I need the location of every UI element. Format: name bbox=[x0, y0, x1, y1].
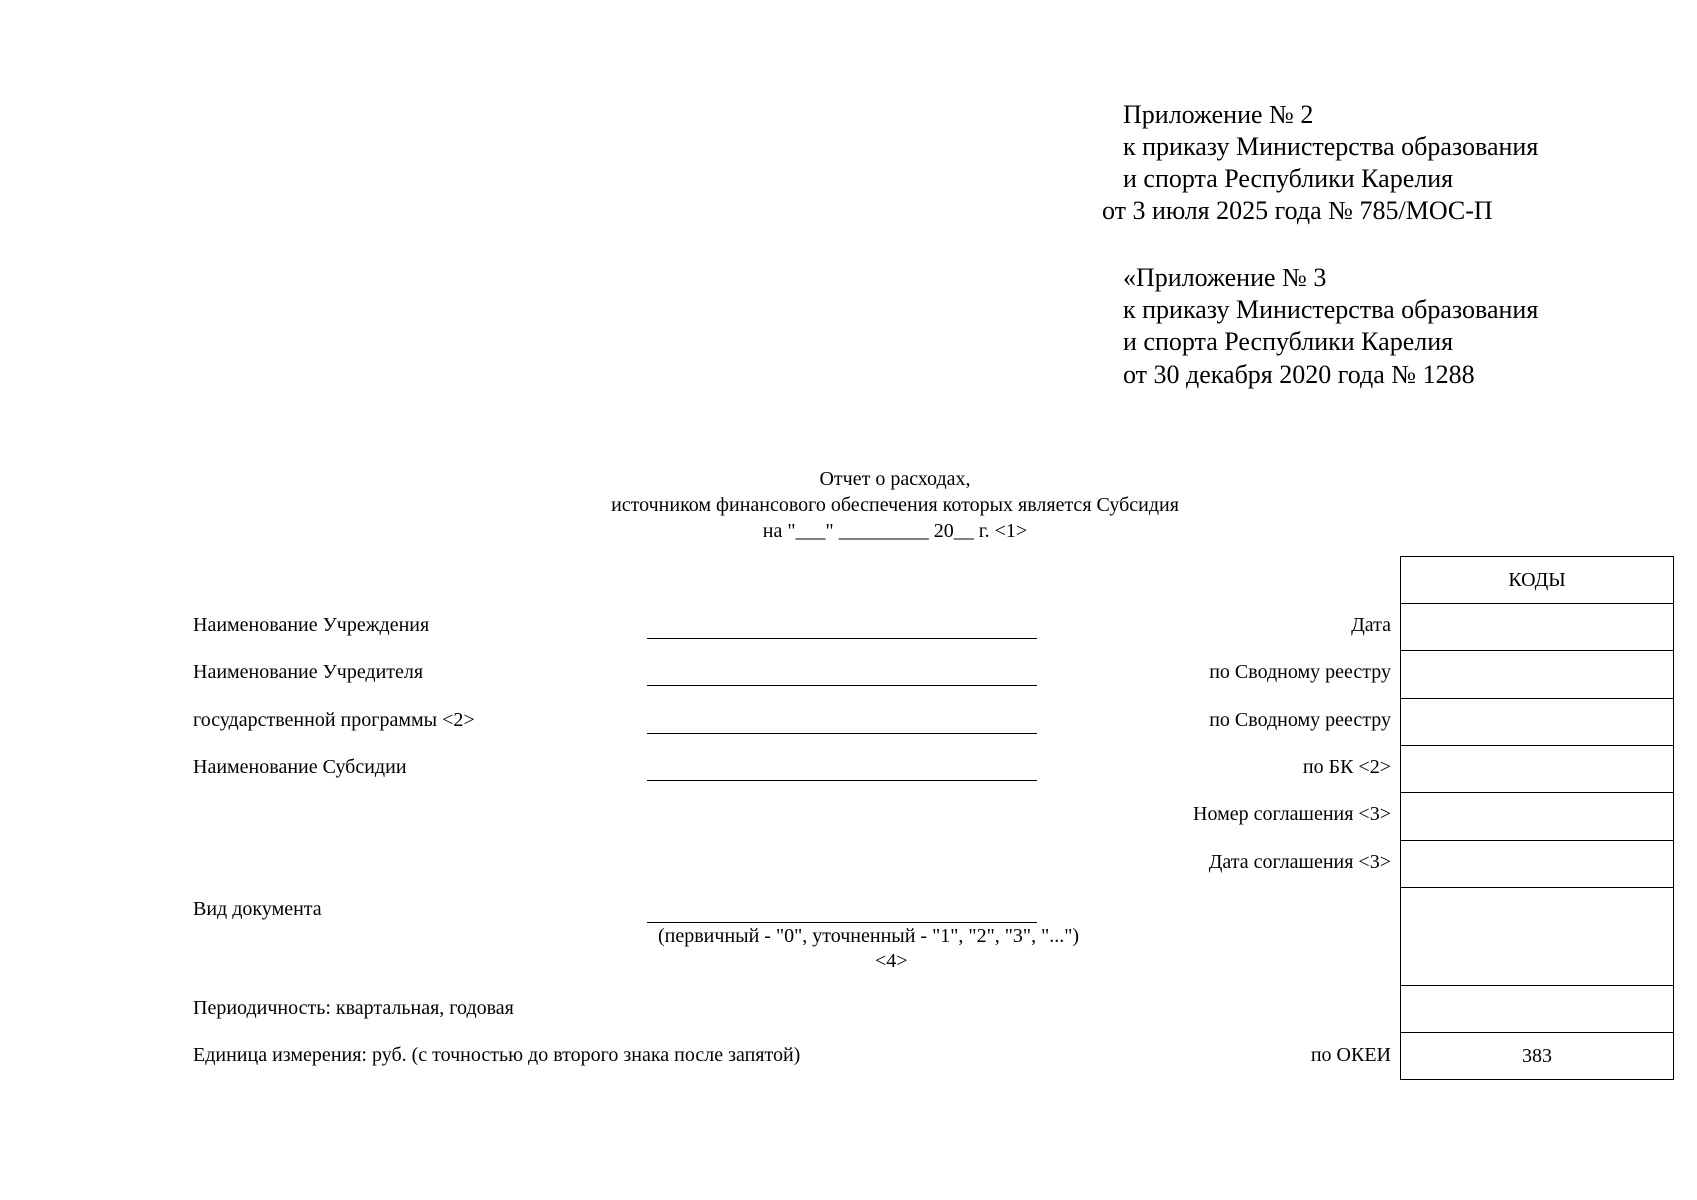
code-cell-date[interactable] bbox=[1401, 604, 1674, 651]
appendix-header-line1: Приложение № 2 bbox=[1123, 100, 1314, 129]
founder-label: Наименование Учредителя bbox=[193, 661, 424, 683]
institution-label: Наименование Учреждения bbox=[193, 614, 430, 636]
code-label-registry-2: по Сводному реестру bbox=[1209, 709, 1391, 731]
subsidy-label: Наименование Субсидии bbox=[193, 756, 407, 778]
codes-table bbox=[1400, 556, 1674, 1080]
code-cell-bk[interactable] bbox=[1401, 746, 1674, 793]
unit-label: Единица измерения: руб. (с точностью до второго знака после запятой) bbox=[193, 1044, 801, 1066]
doc-type-note: <4> bbox=[875, 950, 908, 972]
code-cell-okei[interactable]: 383 bbox=[1401, 1033, 1674, 1080]
previous-appendix-line2: к приказу Министерства образования bbox=[1123, 295, 1539, 324]
code-cell-agreement-number[interactable] bbox=[1401, 793, 1674, 841]
periodicity-label: Периодичность: квартальная, годовая bbox=[193, 997, 514, 1019]
code-cell-doc-type[interactable] bbox=[1401, 888, 1674, 986]
code-label-agreement-number: Номер соглашения <3> bbox=[1193, 803, 1391, 825]
codes-header: КОДЫ bbox=[1401, 557, 1674, 604]
code-cell-agreement-date[interactable] bbox=[1401, 841, 1674, 888]
code-label-date: Дата bbox=[1351, 614, 1391, 636]
report-title-line2: источником финансового обеспечения которых является Субсидия bbox=[611, 494, 1179, 516]
program-field-line[interactable] bbox=[647, 733, 1037, 734]
code-label-okei: по ОКЕИ bbox=[1310, 1044, 1391, 1066]
doc-type-label: Вид документа bbox=[193, 898, 322, 920]
code-cell-registry-2[interactable] bbox=[1401, 699, 1674, 746]
code-label-bk: по БК <2> bbox=[1302, 756, 1391, 778]
doc-type-field-line[interactable] bbox=[647, 922, 1037, 923]
appendix-header-line3: и спорта Республики Карелия bbox=[1123, 164, 1454, 193]
program-label: государственной программы <2> bbox=[193, 709, 475, 731]
report-title-line1: Отчет о расходах, bbox=[819, 468, 971, 490]
appendix-header-line4: от 3 июля 2025 года № 785/МОС-П bbox=[1102, 196, 1493, 225]
founder-field-line[interactable] bbox=[647, 685, 1037, 686]
institution-field-line[interactable] bbox=[647, 638, 1037, 639]
appendix-header-line2: к приказу Министерства образования bbox=[1123, 132, 1539, 161]
code-cell-registry-1[interactable] bbox=[1401, 651, 1674, 699]
previous-appendix-line3: и спорта Республики Карелия bbox=[1123, 327, 1454, 356]
previous-appendix-line4: от 30 декабря 2020 года № 1288 bbox=[1123, 360, 1475, 389]
code-label-registry-1: по Сводному реестру bbox=[1209, 661, 1391, 683]
subsidy-field-line[interactable] bbox=[647, 780, 1037, 781]
report-title-line3: на "___" _________ 20__ г. <1> bbox=[762, 520, 1028, 542]
doc-type-hint: (первичный - "0", уточненный - "1", "2", "3", "...") bbox=[658, 925, 1080, 947]
code-cell-periodicity[interactable] bbox=[1401, 986, 1674, 1033]
previous-appendix-line1: «Приложение № 3 bbox=[1123, 263, 1327, 292]
code-label-agreement-date: Дата соглашения <3> bbox=[1208, 851, 1391, 873]
